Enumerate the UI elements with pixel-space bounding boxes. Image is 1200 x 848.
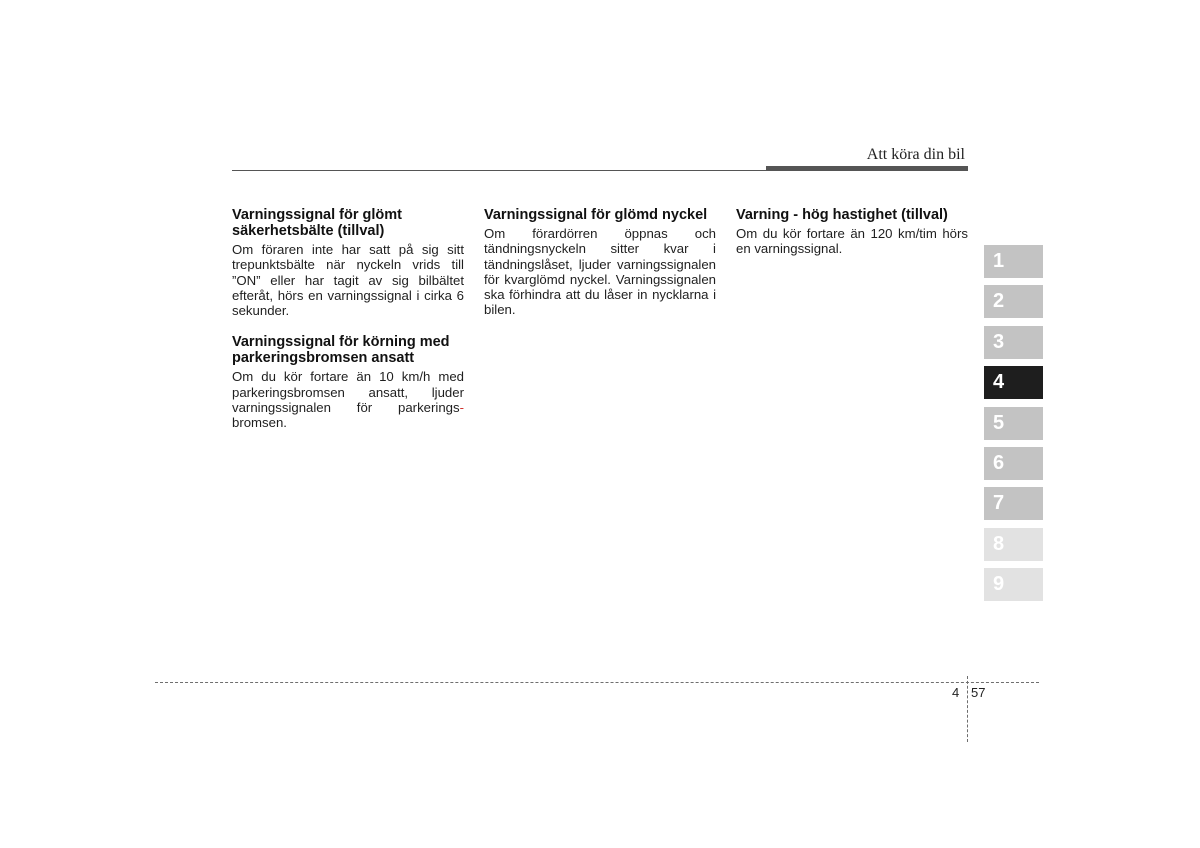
section-heading: Varningssignal för glömt säkerhetsbälte (tillval) (232, 207, 402, 239)
footer-rule (155, 682, 1039, 683)
section-body: Om förardörren öppnas och tändningsnyckeln sitter kvar i tändningslåset, ljuder varningssignalen för kvarglömd nyckel. Varningssignalen ska förhindra att du låser in nycklarna i bilen. (484, 226, 716, 318)
section-heading: Varningssignal för körning med parkeringsbromsen ansatt (232, 334, 450, 367)
body-text: Om du kör fortare än 10 km/h med parkeringsbromsen ansatt, ljuder varningssignalen för parkerings (232, 369, 464, 416)
chapter-tab-5[interactable]: 5 (984, 407, 1043, 440)
chapter-tab-4[interactable]: 4 (984, 366, 1043, 399)
chapter-tab-9[interactable]: 9 (984, 568, 1043, 601)
chapter-title: Att köra din bil (866, 146, 965, 163)
page-chapter-number: 4 (952, 685, 960, 700)
chapter-tab-3[interactable]: 3 (984, 326, 1043, 359)
chapter-tab-6[interactable]: 6 (984, 447, 1043, 480)
section-body: Om föraren inte har satt på sig sitt trepunktsbälte när nyckeln vrids till ”ON” eller har tagit av sig bilbältet efteråt, hörs en varningssignal i cirka 6 sekunder. (232, 242, 464, 319)
text-column-2 (484, 207, 716, 334)
chapter-tab-8[interactable]: 8 (984, 528, 1043, 561)
chapter-tabs (984, 245, 1043, 609)
body-text: bromsen. (232, 415, 287, 431)
footer-divider (967, 676, 968, 742)
section-key-warning (484, 207, 716, 318)
chapter-tab-2[interactable]: 2 (984, 285, 1043, 318)
chapter-tab-7[interactable]: 7 (984, 487, 1043, 520)
section-heading: Varningssignal för glömd nyckel (484, 207, 708, 223)
chapter-tab-1[interactable]: 1 (984, 245, 1043, 278)
section-seatbelt-warning (232, 207, 464, 318)
section-parking-brake-warning (232, 334, 464, 430)
hyphen-mark: - (459, 400, 464, 416)
page-number: 57 (971, 685, 986, 700)
section-body (232, 369, 464, 430)
header-rule (232, 170, 766, 171)
section-heading: Varning - hög hastighet (tillval) (736, 207, 948, 223)
section-speed-warning (736, 207, 968, 257)
header-bar (766, 166, 968, 171)
section-body: Om du kör fortare än 120 km/tim hörs en varningssignal. (736, 226, 968, 257)
text-column-3 (736, 207, 968, 273)
text-column-1 (232, 207, 464, 447)
